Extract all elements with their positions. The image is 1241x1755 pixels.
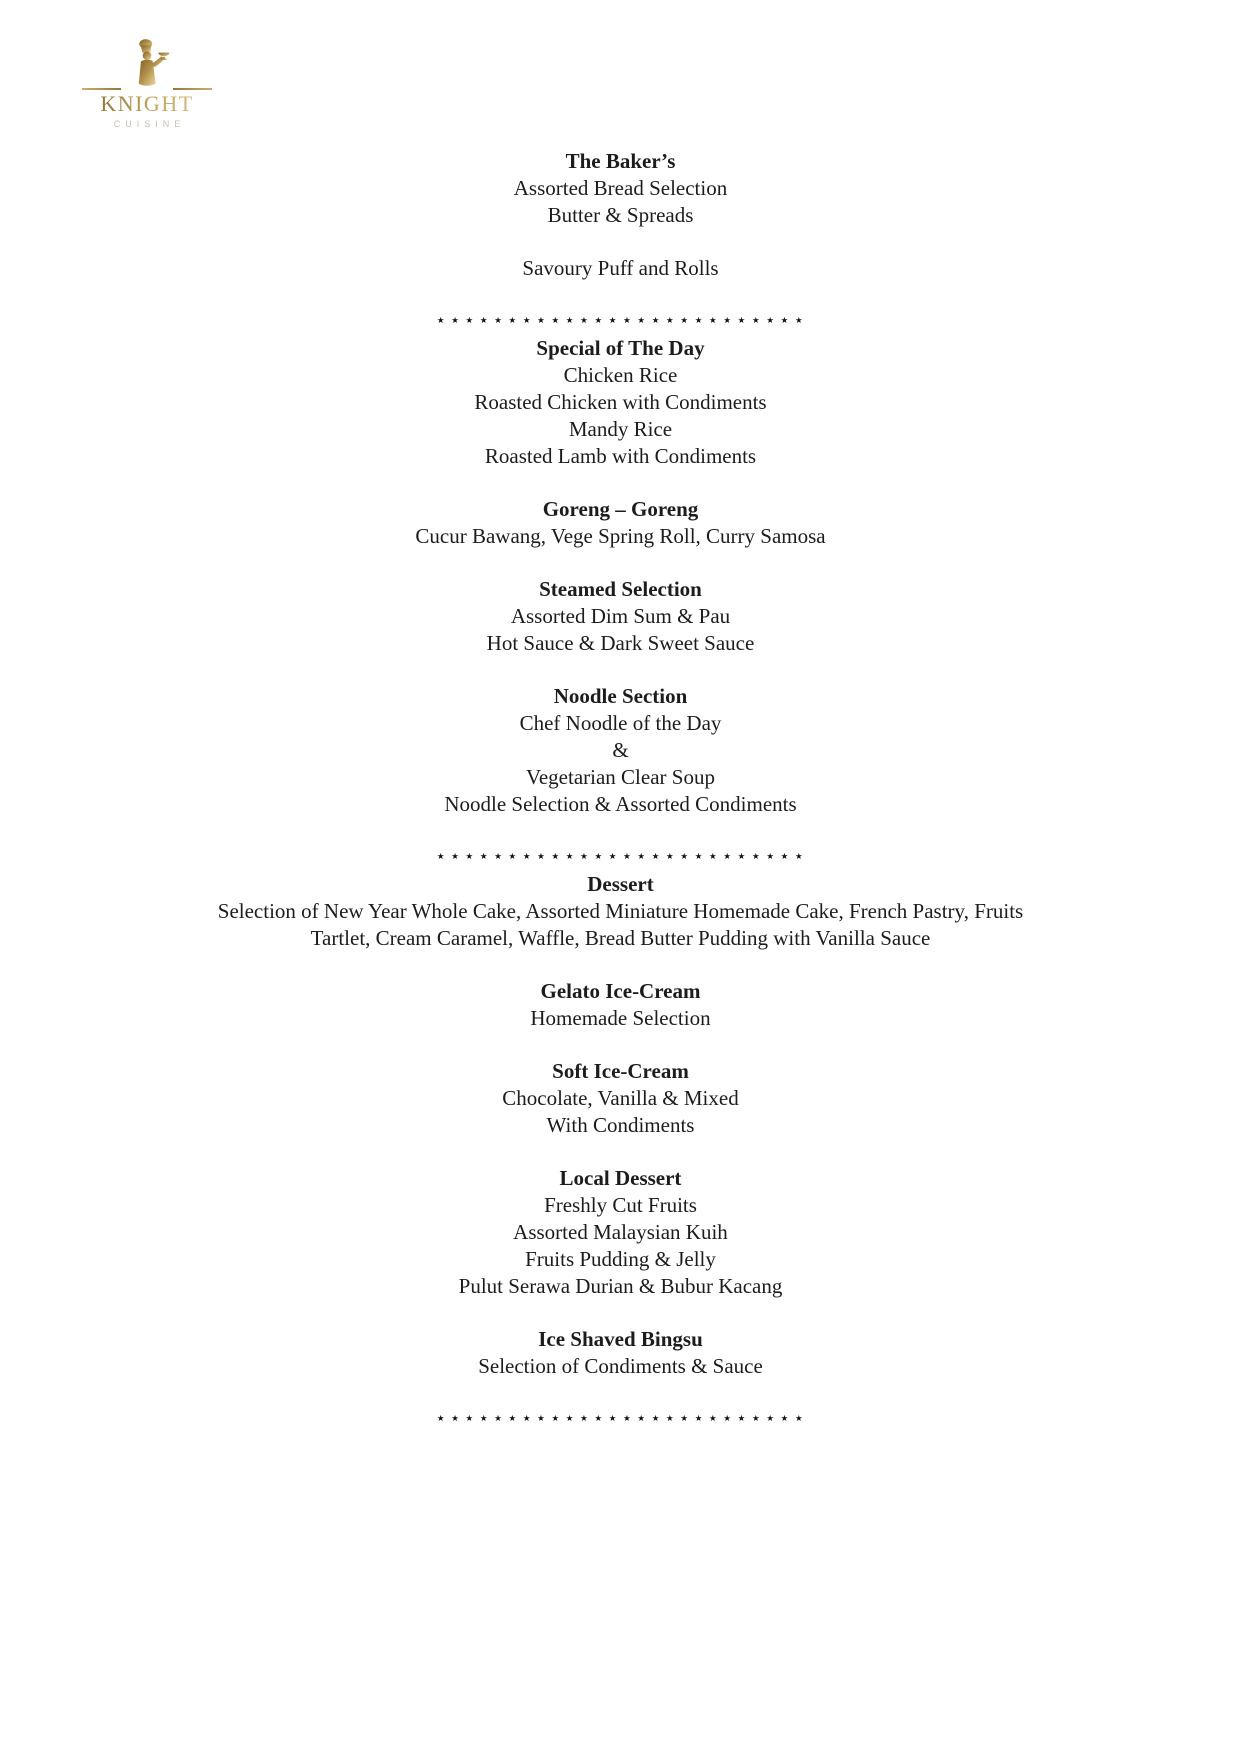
menu-line: Freshly Cut Fruits	[544, 1193, 697, 1217]
menu-section	[111, 255, 1131, 282]
menu-line: Assorted Bread Selection	[513, 176, 728, 200]
brand-tagline: CUISINE	[113, 119, 186, 129]
section-title: Local Dessert	[559, 1166, 682, 1190]
menu-section	[111, 683, 1131, 818]
brand-name: KNIGHT	[82, 92, 212, 116]
menu-line: Assorted Malaysian Kuih	[513, 1220, 728, 1244]
menu-section	[111, 1165, 1131, 1300]
menu-line: Assorted Dim Sum & Pau	[510, 604, 731, 628]
menu-line: Vegetarian Clear Soup	[526, 765, 715, 789]
menu-section	[111, 496, 1131, 550]
menu-line: Savoury Puff and Rolls	[522, 256, 719, 280]
section-title: Soft Ice-Cream	[552, 1059, 689, 1083]
section-title: Ice Shaved Bingsu	[538, 1327, 703, 1351]
menu-line: Chicken Rice	[563, 363, 678, 387]
logo-left-rule	[82, 88, 121, 90]
menu-line: With Condiments	[546, 1113, 695, 1137]
star-separator: ★ ★ ★ ★ ★ ★ ★ ★ ★ ★ ★ ★ ★ ★ ★ ★ ★ ★ ★ ★ ★ ★ ★ ★ ★ ★	[436, 1414, 805, 1424]
chef-with-dish-icon	[121, 34, 173, 92]
menu-blocks	[111, 148, 1131, 1433]
menu-line: Cucur Bawang, Vege Spring Roll, Curry Samosa	[415, 524, 826, 548]
menu-line: Chocolate, Vanilla & Mixed	[502, 1086, 739, 1110]
menu-section	[111, 978, 1131, 1032]
menu-line: Noodle Selection & Assorted Condiments	[444, 792, 797, 816]
menu-section	[111, 148, 1131, 229]
menu-line: Mandy Rice	[568, 417, 673, 441]
menu-line: Tartlet, Cream Caramel, Waffle, Bread Butter Pudding with Vanilla Sauce	[310, 926, 931, 950]
menu-section	[111, 576, 1131, 657]
menu-section	[111, 335, 1131, 470]
menu-content	[111, 0, 1131, 1433]
section-title: Steamed Selection	[539, 577, 702, 601]
menu-line: Fruits Pudding & Jelly	[525, 1247, 716, 1271]
menu-line: Pulut Serawa Durian & Bubur Kacang	[458, 1274, 783, 1298]
menu-section	[111, 1058, 1131, 1139]
section-title: Dessert	[587, 872, 654, 896]
menu-line: Chef Noodle of the Day	[519, 711, 722, 735]
logo-right-rule	[173, 88, 212, 90]
star-separator: ★ ★ ★ ★ ★ ★ ★ ★ ★ ★ ★ ★ ★ ★ ★ ★ ★ ★ ★ ★ ★ ★ ★ ★ ★ ★	[436, 316, 805, 326]
menu-line: Selection of New Year Whole Cake, Assorted Miniature Homemade Cake, French Pastry, Fruits	[217, 899, 1024, 923]
section-title: Gelato Ice-Cream	[540, 979, 701, 1003]
menu-line: Roasted Lamb with Condiments	[484, 444, 757, 468]
logo-figure-row	[82, 34, 212, 92]
section-title: Special of The Day	[536, 336, 705, 360]
star-separator: ★ ★ ★ ★ ★ ★ ★ ★ ★ ★ ★ ★ ★ ★ ★ ★ ★ ★ ★ ★ ★ ★ ★ ★ ★ ★	[436, 852, 805, 862]
section-title: Noodle Section	[553, 684, 688, 708]
menu-line: &	[612, 738, 629, 762]
menu-line: Butter & Spreads	[547, 203, 694, 227]
section-title: Goreng – Goreng	[542, 497, 699, 521]
brand-logo	[82, 34, 212, 129]
section-title: The Baker’s	[565, 149, 676, 173]
menu-section	[111, 871, 1131, 952]
menu-section	[111, 1326, 1131, 1380]
menu-line: Homemade Selection	[530, 1006, 711, 1030]
menu-line: Selection of Condiments & Sauce	[478, 1354, 763, 1378]
menu-line: Roasted Chicken with Condiments	[474, 390, 767, 414]
menu-line: Hot Sauce & Dark Sweet Sauce	[486, 631, 755, 655]
